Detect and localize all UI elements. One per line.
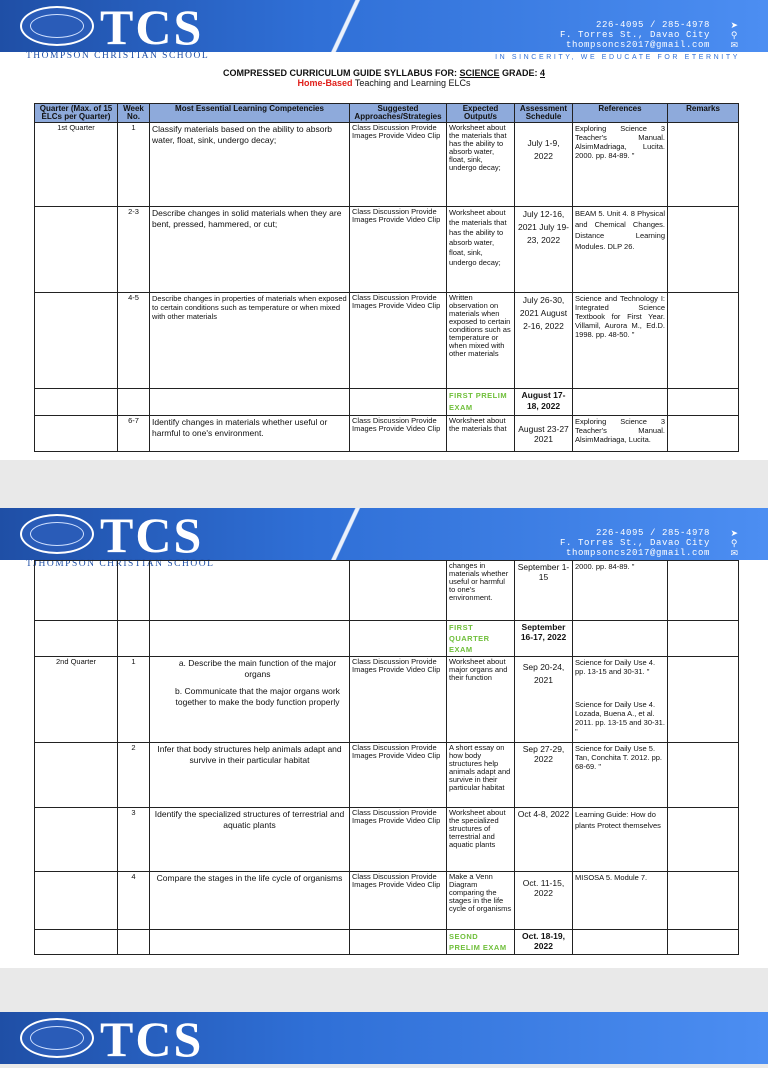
school-name: THOMPSON CHRISTIAN SCHOOL <box>26 51 210 61</box>
address: F. Torres St., Davao City <box>559 538 710 548</box>
grade-level: 4 <box>540 68 546 78</box>
table-row: 1st Quarter 1 Classify materials based on the ability to absorb water, float, sink, undergo decay; Class Discussion Provide Images Provide Video Clip Worksheet about the materials that has the ability to absorb water, float, sink, undergo decay; July 1-9, 2022 Exploring Science 3 Teacher's Manual. AlsimMadriaga, Lucita. 2000. pp. 84-89. " <box>35 123 739 207</box>
table-row: 3 Identify the specialized structures of terrestrial and aquatic plants Class Discussion Provide Images Provide Video Clip Worksheet about the specialized structures of terrestrial and aquatic plants Oct 4-8, 2022 Learning Guide: How do plants Protect themselves <box>35 808 739 872</box>
letterhead-banner <box>0 0 768 64</box>
phone-number: 226-4095 / 285-4978 <box>595 20 710 30</box>
school-motto: IN SINCERITY, WE EDUCATE FOR ETERNITY <box>495 54 740 61</box>
document-title: COMPRESSED CURRICULUM GUIDE SYLLABUS FOR: SCIENCE GRADE: 4 <box>222 68 546 78</box>
send-icon: ➤ <box>730 528 738 538</box>
table-row: 2 Infer that body structures help animals adapt and survive in their particular habitat Class Discussion Provide Images Provide Video Clip A short essay on how body structures help animals adapt and survive in their particular habitat Sep 27-29, 2022 Science for Daily Use 5. Tan, Conchita T. 2012. pp. 68-69. " <box>35 743 739 808</box>
table-row-exam: FIRST QUARTER EXAM September 16-17, 2022 <box>35 621 739 657</box>
school-name: TJHOMPSON CHRISTIAN SCHOOL <box>26 559 215 569</box>
table-row: 4-5 Describe changes in properties of materials when exposed to certain conditions such as temperature or when mixed with other materials Class Discussion Provide Images Provide Video Clip Written observation on materials when exposed to certain conditions such as temperature or when mixed with other materials July 26-30, 2021 August 2-16, 2022 Science and Technology I: Integrated Science Textbook for First Year. Villamil, Aurora M., Ed.D. 1998. pp. 48-50. " <box>35 293 739 389</box>
school-logo-text: TCS <box>100 1011 204 1067</box>
table-row: 6-7 Identify changes in materials whether useful or harmful to one's environment. Class Discussion Provide Images Provide Video Clip Worksheet about the materials that August 23-27 2021 Exploring Science 3 Teacher's Manual. AlsimMadriaga, Lucita. <box>35 416 739 452</box>
curriculum-table-page-1 <box>34 103 739 452</box>
email-address: thompsoncs2017@gmail.com <box>565 40 710 50</box>
document-page-3 <box>0 1011 768 1067</box>
table-row: 2nd Quarter 1 a. Describe the main function of the major organs b. Communicate that the major organs work together to make the body function properly Class Discussion Provide Images Provide Video Clip Worksheet about major organs and their function Sep 20-24, 2021 Science for Daily Use 4. pp. 13-15 and 30-31. " Science for Daily Use 4. Lozada, Buena A., et al. 2011. pp. 13-15 and 30-31. " <box>35 657 739 743</box>
school-seal-logo <box>20 1018 94 1058</box>
table-row-exam: FIRST PRELIM EXAM August 17-18, 2022 <box>35 389 739 416</box>
table-row: 2-3 Describe changes in solid materials when they are bent, pressed, hammered, or cut; Class Discussion Provide Images Provide Video Clip Worksheet about the materials that has the ability to absorb water, float, sink, undergo decay; July 12-16, 2021 July 19-23, 2022 BEAM 5. Unit 4. 8 Physical and Chemical Changes. Distance Learning Modules. DLP 26. <box>35 207 739 293</box>
col-approaches: Suggested Approaches/Strategies <box>350 104 447 123</box>
col-references: References <box>573 104 668 123</box>
col-schedule: Assessment Schedule <box>515 104 573 123</box>
address: F. Torres St., Davao City <box>559 30 710 40</box>
mail-icon: ✉ <box>730 40 738 50</box>
contact-info <box>560 20 710 50</box>
col-output: Expected Output/s <box>447 104 515 123</box>
table-header-row <box>35 104 739 123</box>
school-seal-logo <box>20 6 94 46</box>
exam-label: SEOND PRELIM EXAM <box>447 930 515 955</box>
table-row: 4 Compare the stages in the life cycle of organisms Class Discussion Provide Images Provide Video Clip Make a Venn Diagram comparing the stages in the life cycle of organisms Oct. 11-15, 2022 MISOSA 5. Module 7. <box>35 872 739 930</box>
school-logo-text: TCS <box>100 507 204 563</box>
subject-name: SCIENCE <box>459 68 500 78</box>
exam-label: FIRST PRELIM EXAM <box>447 389 515 416</box>
contact-info <box>560 528 710 558</box>
col-competencies: Most Essential Learning Competencies <box>150 104 350 123</box>
letterhead-banner <box>0 1011 768 1067</box>
school-logo-text: TCS <box>100 0 204 55</box>
document-page-2 <box>0 508 768 968</box>
location-pin-icon: ⚲ <box>730 30 738 40</box>
col-week: Week No. <box>118 104 150 123</box>
table-row-exam: SEOND PRELIM EXAM Oct. 18-19, 2022 <box>35 930 739 955</box>
mail-icon: ✉ <box>730 548 738 558</box>
table-row: changes in materials whether useful or harmful to one's environment. September 1-15 2000. pp. 84-89. " <box>35 561 739 621</box>
document-page-1 <box>0 0 768 460</box>
col-remarks: Remarks <box>668 104 739 123</box>
exam-label: FIRST QUARTER EXAM <box>447 621 515 657</box>
location-pin-icon: ⚲ <box>730 538 738 548</box>
curriculum-table-page-2 <box>34 560 739 955</box>
send-icon: ➤ <box>730 20 738 30</box>
document-subtitle: Home-Based Teaching and Learning ELCs <box>297 78 471 88</box>
school-seal-logo <box>20 514 94 554</box>
phone-number: 226-4095 / 285-4978 <box>595 528 710 538</box>
col-quarter: Quarter (Max. of 15 ELCs per Quarter) <box>35 104 118 123</box>
email-address: thompsoncs2017@gmail.com <box>565 548 710 558</box>
